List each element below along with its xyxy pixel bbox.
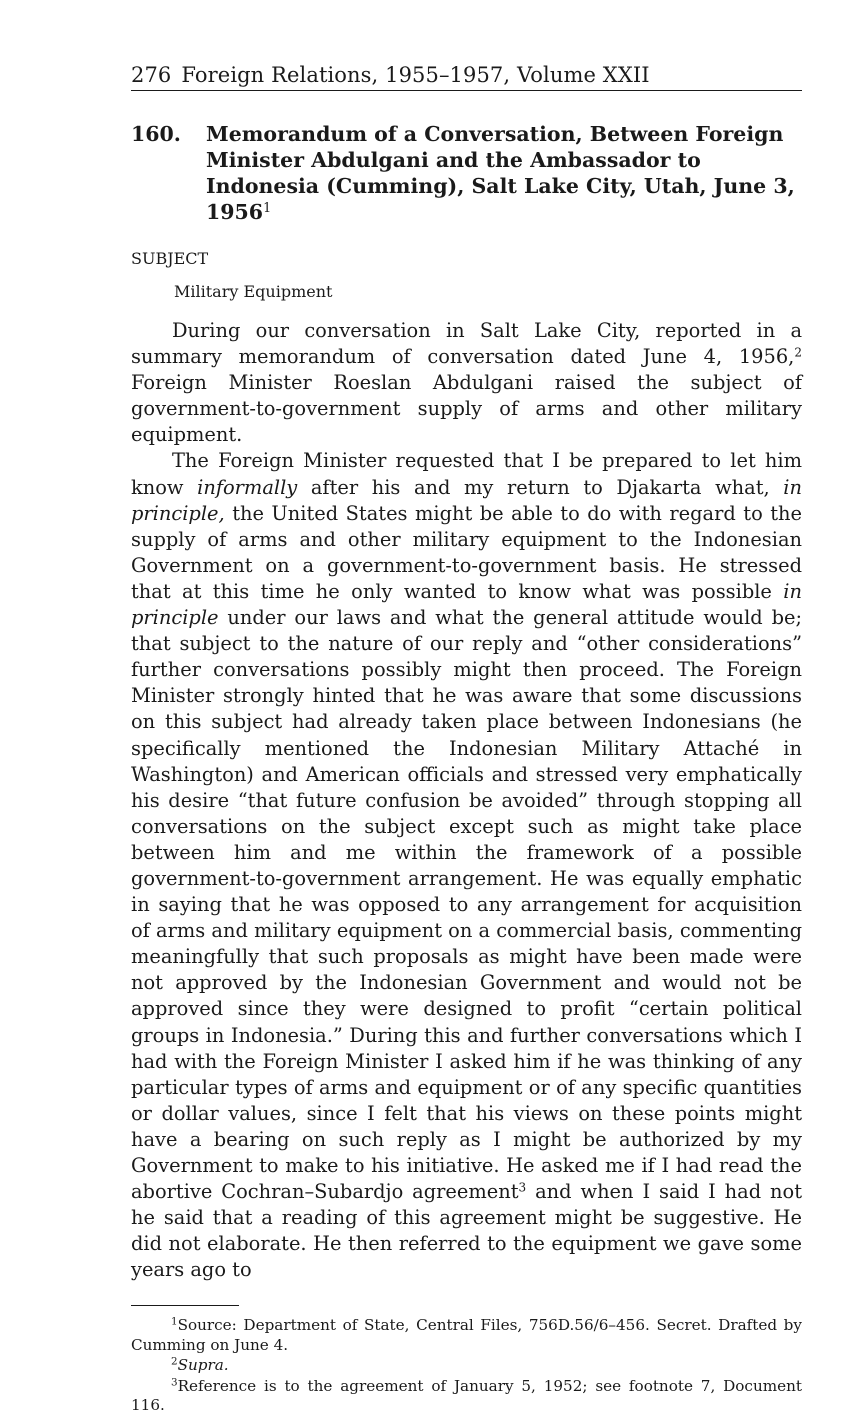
footnote-2-mark: 2 bbox=[171, 1355, 178, 1368]
footnote-1 bbox=[131, 1316, 802, 1355]
emphasis-in-principle: in principle, bbox=[131, 475, 802, 525]
subject-value: Military Equipment bbox=[174, 282, 333, 301]
footnote-1-text: Source: Department of State, Central Files, 756D.56/6–456. Secret. Drafted by Cumming on June 4. bbox=[131, 1316, 802, 1354]
running-header bbox=[131, 62, 802, 91]
emphasis-in-principle-2: in principle bbox=[131, 579, 802, 630]
footnote-divider bbox=[131, 1305, 239, 1306]
footnote-ref-2[interactable]: 2 bbox=[794, 345, 802, 360]
paragraph-2 bbox=[131, 448, 802, 1283]
footnote-3-text: Reference is to the agreement of January 5, 1952; see footnote 7, Document 116. bbox=[131, 1376, 802, 1415]
page-number: 276 bbox=[131, 63, 172, 87]
paragraph-2-text-a: The Foreign Minister requested that I be prepared to let him know bbox=[131, 449, 802, 499]
footnotes bbox=[131, 1316, 802, 1416]
paragraph-1-text-a: During our conversation in Salt Lake City, reported in a summary memorandum of conversation dated June 4, 1956, bbox=[131, 319, 802, 369]
memorandum-body bbox=[131, 318, 802, 1283]
paragraph-2-text-e: and when I said I had not he said that a reading of this agreement might be suggestive. He did not elaborate. He then referred to the equipment we gave some years ago to bbox=[131, 1180, 802, 1282]
footnote-3-mark: 3 bbox=[171, 1376, 178, 1389]
paragraph-1-text-b: Foreign Minister Roeslan Abdulgani raised the subject of government-to-government supply of arms and other military equipment. bbox=[131, 371, 802, 447]
document-heading bbox=[131, 121, 802, 225]
subject-label: SUBJECT bbox=[131, 249, 209, 268]
footnote-3 bbox=[131, 1377, 802, 1416]
paragraph-2-text-d: under our laws and what the general attitude would be; that subject to the nature of our reply and “other considerations” further conversations possibly might then proceed. The Foreign Minister strongly hinted that he was aware that some discussions on this subject had already taken place between Indonesians (he specifically mentioned the Indonesian Military Attaché in Washington) and American officials and stressed very emphatically his desire “that future confusion be avoided” through stopping all conversations on the subject except such as might take place between him and me within the framework of a possible government-to-government arrangement. He was equally emphatic in saying that he was opposed to any arrangement for acquisition of arms and military equipment on a commercial basis, commenting meaningfully that such proposals as might have been made were not approved by the Indonesian Government and would not be approved since they were designed to profit “certain political groups in Indonesia.” During this and further conversations which I had with the Foreign Minister I asked him if he was thinking of any particular types of arms and equipment or of any specific quantities or dollar values, since I felt that his views on these points might have a bearing on such reply as I might be authorized by my Government to make to his initiative. He asked me if I had read the abortive Cochran–Subardjo agreement bbox=[131, 606, 802, 1204]
emphasis-informally: informally bbox=[197, 475, 298, 499]
paragraph-2-text-b: after his and my return to Djakarta what, bbox=[297, 475, 784, 499]
footnote-ref-1[interactable]: 1 bbox=[263, 200, 272, 216]
document-page bbox=[131, 62, 802, 1417]
footnote-1-mark: 1 bbox=[171, 1315, 178, 1328]
paragraph-1 bbox=[131, 318, 802, 448]
footnote-2-text: Supra. bbox=[177, 1356, 229, 1375]
footnote-2 bbox=[131, 1356, 802, 1376]
document-title bbox=[206, 121, 802, 225]
document-number: 160. bbox=[131, 122, 181, 146]
footnote-ref-3[interactable]: 3 bbox=[518, 1180, 527, 1195]
paragraph-2-text-c: the United States might be able to do with regard to the supply of arms and other military equipment to the Indonesian Government on a government-to-government basis. He stressed that at this time he only wanted to know what was possible bbox=[131, 501, 802, 603]
document-title-text: Memorandum of a Conversation, Between Foreign Minister Abdulgani and the Ambassador to Indonesia (Cumming), Salt Lake City, Utah, June 3, 1956 bbox=[206, 122, 795, 224]
volume-title: Foreign Relations, 1955–1957, Volume XXII bbox=[181, 63, 650, 87]
